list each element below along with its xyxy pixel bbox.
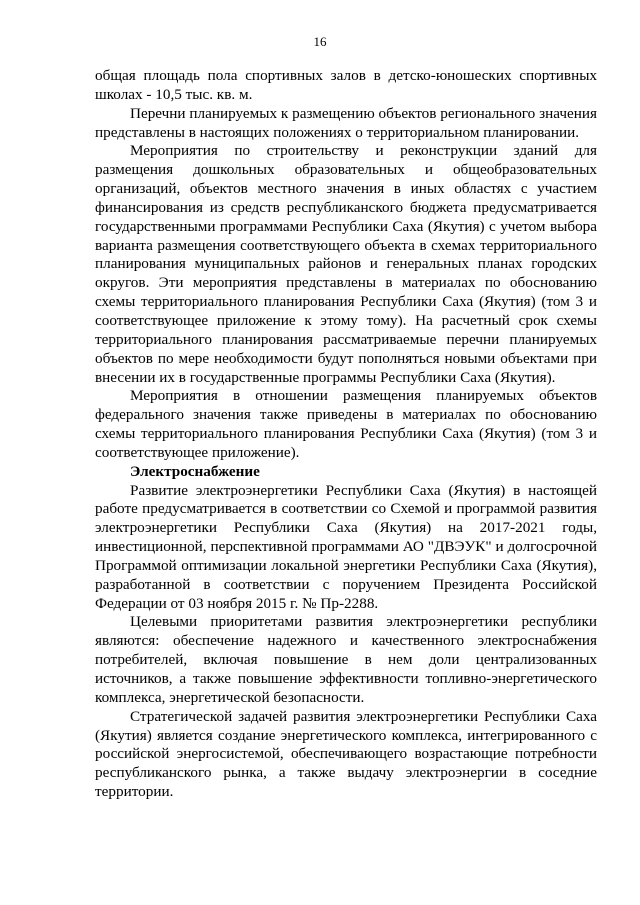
paragraph-electricity-development: Развитие электроэнергетики Республики Саха (Якутия) в настоящей работе предусматривается в соответствии со Схемой и программой развития электроэнергетики Республики Саха (Якутия) на 2017-2021 годы, инвестиционной, перспективной программами АО "ДВЭУК" и долгосрочной Программой оптимизации локальной энергетики Республики Саха (Якутия), разработанной в соответствии с поручением Президента Российской Федерации от 03 ноября 2015 г. № Пр-2288. <box>95 481 597 612</box>
paragraph-construction-measures: Мероприятия по строительству и реконструкции зданий для размещения дошкольных образовательных и общеобразовательных организаций, объектов местного значения в иных областях с участием финансирования из средств республиканского бюджета предусматривается государственными программами Республики Саха (Якутия) с учетом выбора варианта размещения соответствующего объекта в схемах территориального планирования муниципальных районов и генеральных планах городских округов. Эти мероприятия представлены в материалах по обоснованию схемы территориального планирования Республики Саха (Якутия) (том 3 и соответствующее приложение к этому тому). На расчетный срок схемы территориального планирования рассматриваемые перечни планируемых объектов по мере необходимости будут пополняться новыми объектами при внесении их в государственные программы Республики Саха (Якутия). <box>95 142 597 386</box>
paragraph-federal-objects: Мероприятия в отношении размещения планируемых объектов федерального значения также приведены в материалах по обоснованию схемы территориального планирования Республики Саха (Якутия) (том 3 и соответствующее приложение). <box>95 387 597 461</box>
paragraph-regional-objects: Перечни планируемых к размещению объектов регионального значения представлены в настоящих положениях о территориальном планировании. <box>95 104 597 141</box>
paragraph-continuation: общая площадь пола спортивных залов в детско-юношеских спортивных школах - 10,5 тыс. кв. м. <box>95 67 597 103</box>
page-number: 16 <box>313 34 327 49</box>
paragraph-target-priorities: Целевыми приоритетами развития электроэнергетики республики являются: обеспечение надежного и качественного электроснабжения потребителей, включая повышение в нем доли централизованных источников, а также повышение эффективности топливно-энергетического комплекса, энергетической безопасности. <box>95 613 597 706</box>
body-text <box>95 67 597 802</box>
section-heading: Электроснабжение <box>130 462 260 480</box>
paragraph-strategic-task: Стратегической задачей развития электроэнергетики Республики Саха (Якутия) является создание энергетического комплекса, интегрированного с российской энергосистемой, обеспечивающего возрастающие потребности республиканского рынка, а также выдачу электроэнергии в соседние территории. <box>95 707 597 801</box>
